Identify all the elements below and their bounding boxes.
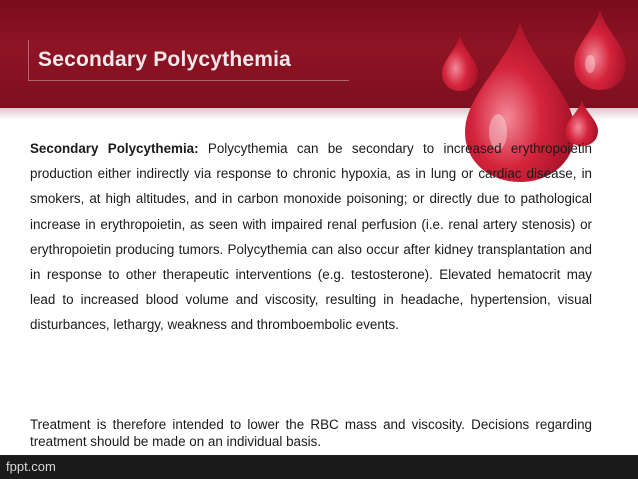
body-lead: Secondary Polycythemia: [30,141,199,156]
blood-drop-icon [442,35,478,91]
footer-brand: fppt.com [6,459,56,474]
slide-title: Secondary Polycythemia [38,48,292,71]
body-paragraph [30,136,592,338]
footer-bar [0,455,638,479]
blood-drop-icon [574,10,626,90]
body-text: Polycythemia can be secondary to increased erythropoietin production either indirectly via response to chronic hypoxia, as in lung or cardiac disease, in smokers, at high altitudes, and in carbon monoxide poisoning; or directly due to pathological increase in erythropoietin, as seen with impaired renal perfusion (i.e. renal artery stenosis) or erythropoietin producing tumors. Polycythemia can also occur after kidney transplantation and in response to other therapeutic interventions (e.g. testosterone). Elevated hematocrit may lead to increased blood volume and viscosity, resulting in headache, hypertension, visual disturbances, lethargy, weakness and thromboembolic events. [30,141,592,333]
treatment-paragraph: Treatment is therefore intended to lower the RBC mass and viscosity. Decisions regarding treatment should be made on an individual basis. [30,417,592,449]
